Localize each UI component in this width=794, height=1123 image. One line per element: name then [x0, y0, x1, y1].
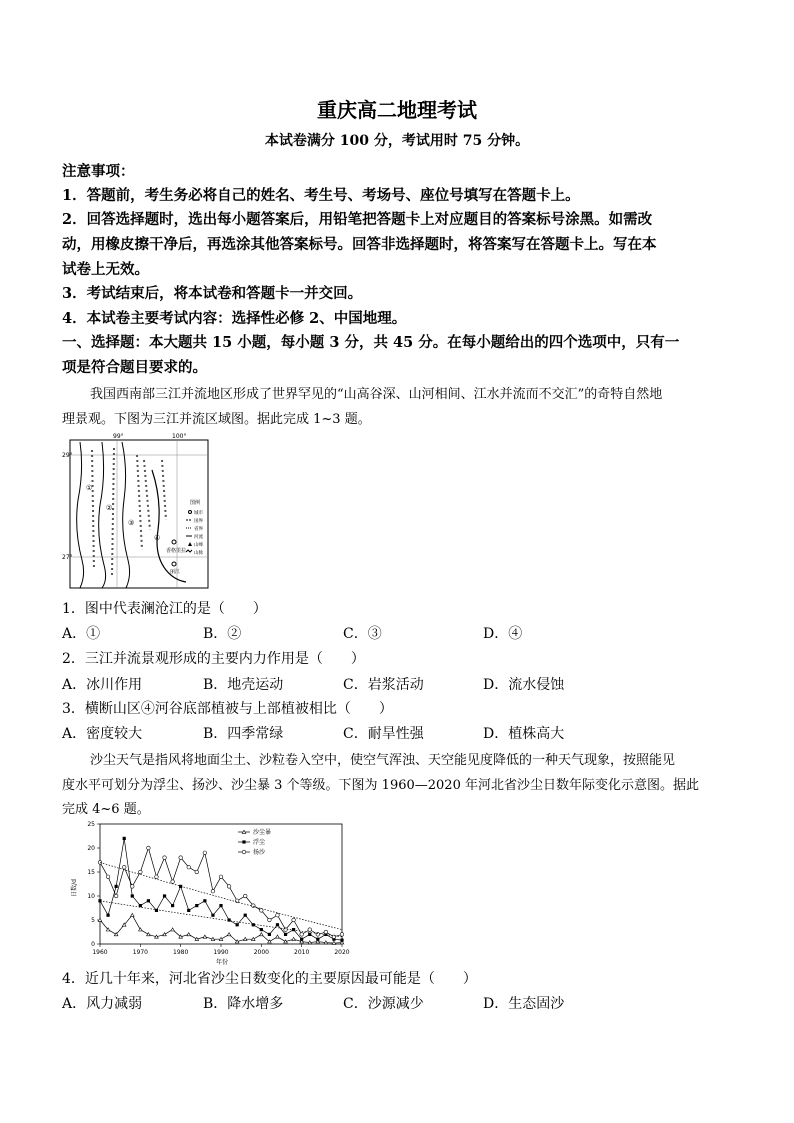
legend-marker: [242, 840, 245, 843]
legend-label: 扬沙: [253, 849, 266, 856]
data-point: [203, 899, 206, 902]
y-tick-label: 5: [91, 917, 95, 924]
data-point: [227, 933, 231, 936]
data-point: [130, 913, 134, 916]
data-point: [276, 913, 280, 917]
data-point: [155, 909, 158, 912]
legend-title: 图例: [190, 500, 201, 506]
city-label-lijiang: 丽江: [170, 569, 181, 575]
city-label-shangri-la: 香格里拉: [166, 548, 187, 554]
note-item-4: 4．本试卷主要考试内容：选择性必修 2、中国地理。: [62, 310, 407, 327]
note-item-2-line-2: 动，用橡皮擦干净后，再选涂其他答案标号。回答非选择题时，将答案写在答题卡上。写在本: [62, 236, 657, 253]
legend-item: 山脉: [194, 551, 203, 556]
series-line: [100, 838, 342, 940]
data-point: [292, 918, 296, 922]
map-label-3: ③: [128, 519, 135, 527]
x-tick-label: 1970: [132, 949, 148, 956]
q2-option-b: B．地壳运动: [203, 677, 284, 693]
data-point: [292, 928, 295, 931]
data-point: [171, 880, 175, 884]
data-point: [235, 899, 239, 903]
data-point: [187, 909, 190, 912]
data-point: [203, 935, 207, 938]
passage-2-line-1: 沙尘天气是指风将地面尘土、沙粒卷入空中，使空气浑浊、天空能见度降低的一种天气现象，按照能见: [90, 753, 676, 768]
y-tick-label: 10: [87, 893, 95, 900]
series-2: [98, 846, 344, 938]
y-tick-label: 0: [91, 941, 95, 948]
data-point: [284, 928, 288, 932]
data-point: [115, 885, 118, 888]
lon-label-99: 99°: [113, 433, 124, 440]
q2-option-d: D．流水侵蚀: [483, 677, 565, 693]
q3-option-a: A．密度较大: [62, 726, 143, 742]
q2-stem: 2．三江并流景观形成的主要内力作用是（ ）: [62, 651, 365, 667]
data-point: [139, 928, 143, 931]
data-point: [268, 918, 272, 922]
data-point: [155, 875, 159, 879]
data-point: [122, 865, 126, 869]
chart-series-group: [98, 837, 344, 945]
q4-stem: 4．近几十年来，河北省沙尘日数变化的主要原因最可能是（ ）: [62, 971, 477, 987]
data-point: [106, 875, 110, 879]
data-point: [219, 875, 223, 879]
passage-1-line-1: 我国西南部三江并流地区形成了世界罕见的“山高谷深、山河相间、江水并流而不交汇”的奇特自然地: [90, 387, 663, 402]
data-point: [251, 904, 255, 908]
lat-label-29: 29°: [62, 452, 73, 459]
data-point: [260, 928, 263, 931]
data-point: [163, 894, 166, 897]
legend-marker: [242, 850, 246, 854]
x-tick-label: 2010: [294, 949, 310, 956]
data-point: [179, 856, 183, 860]
data-point: [276, 935, 280, 938]
data-point: [147, 846, 151, 850]
data-point: [131, 894, 134, 897]
notes-heading: 注意事项：: [62, 163, 135, 180]
x-tick-label: 2020: [334, 949, 350, 956]
section-1-line-1: 一、选择题：本大题共 15 小题，每小题 3 分，共 45 分。在每小题给出的四个选项中，只有一: [62, 334, 680, 351]
q2-option-a: A．冰川作用: [62, 677, 143, 693]
y-tick-label: 25: [87, 821, 95, 828]
legend-label: 沙尘暴: [253, 829, 272, 836]
data-point: [340, 939, 343, 942]
passage-1-line-2: 理景观。下图为三江并流区域图。据此完成 1~3 题。: [62, 412, 371, 427]
lat-label-27: 27°: [62, 554, 73, 561]
y-axis-label: 日数/d: [71, 879, 78, 897]
passage-2-line-2: 度水平可划分为浮尘、扬沙、沙尘暴 3 个等级。下图为 1960—2020 年河北省沙尘日数年际变化示意图。据此: [62, 778, 699, 793]
x-tick-label: 1980: [173, 949, 189, 956]
series-0: [98, 913, 344, 944]
data-point: [147, 899, 150, 902]
q3-option-b: B．四季常绿: [203, 726, 284, 742]
legend-item: 河流: [194, 535, 203, 540]
legend-item: 国界: [194, 519, 203, 524]
data-point: [300, 933, 304, 937]
data-point: [260, 933, 264, 936]
map-label-2: ②: [106, 504, 113, 512]
data-point: [187, 933, 191, 936]
data-point: [147, 933, 151, 936]
passage-2-line-3: 完成 4~6 题。: [62, 802, 150, 817]
data-point: [219, 904, 222, 907]
lon-label-100: 100°: [172, 433, 187, 440]
x-axis-label: 年份: [215, 959, 229, 966]
series-1: [98, 837, 343, 942]
three-rivers-map: [62, 430, 214, 592]
q4-option-b: B．降水增多: [203, 996, 284, 1012]
section-1-line-2: 项是符合题目要求的。: [62, 359, 207, 376]
data-point: [300, 938, 303, 941]
q3-option-d: D．植株高大: [483, 726, 565, 742]
data-point: [324, 930, 328, 934]
data-point: [308, 928, 312, 932]
legend-label: 浮尘: [253, 839, 266, 846]
plot-frame: [100, 824, 342, 944]
note-item-1: 1．答题前，考生务必将自己的姓名、考生号、考场号、座位号填写在答题卡上。: [62, 187, 580, 204]
data-point: [163, 933, 167, 936]
map-label-1: ①: [86, 484, 93, 492]
data-point: [130, 885, 134, 889]
data-point: [171, 904, 174, 907]
x-tick-label: 2000: [253, 949, 269, 956]
page-title: 重庆高二地理考试: [317, 98, 477, 122]
map-label-4: ④: [154, 534, 161, 542]
legend-item: 山峰: [194, 543, 203, 548]
series-line: [100, 848, 342, 937]
legend-item: 省界: [194, 527, 203, 532]
data-point: [227, 885, 231, 889]
data-point: [236, 923, 239, 926]
data-point: [316, 938, 319, 941]
x-tick-label: 1960: [92, 949, 108, 956]
chart-legend: [238, 828, 271, 856]
data-point: [163, 856, 167, 860]
q1-stem: 1．图中代表澜沧江的是（ ）: [62, 601, 267, 617]
note-item-2-line-3: 试卷上无效。: [62, 261, 149, 278]
data-point: [195, 904, 198, 907]
q3-stem: 3．横断山区④河谷底部植被与上部植被相比（ ）: [62, 701, 393, 717]
data-point: [195, 870, 199, 874]
data-point: [284, 933, 287, 936]
data-point: [211, 889, 215, 893]
data-point: [211, 914, 214, 917]
legend-item: 城市: [194, 511, 203, 516]
data-point: [340, 933, 344, 937]
dust-days-chart: [70, 818, 360, 966]
q4-option-d: D．生态固沙: [483, 996, 565, 1012]
data-point: [187, 865, 191, 869]
data-point: [114, 894, 118, 898]
q1-option-a: A．①: [62, 626, 101, 642]
y-tick-label: 15: [87, 869, 95, 876]
q4-option-a: A．风力减弱: [62, 996, 143, 1012]
data-point: [308, 933, 311, 936]
data-point: [268, 933, 271, 936]
data-point: [139, 870, 143, 874]
note-item-3: 3．考试结束后，将本试卷和答题卡一并交回。: [62, 285, 363, 302]
data-point: [276, 923, 279, 926]
note-item-2-line-1: 2．回答选择题时，选出每小题答案后，用铅笔把答题卡上对应题目的答案标号涂黑。如需改: [62, 211, 653, 228]
y-tick-label: 20: [87, 845, 95, 852]
q2-option-c: C．岩浆活动: [343, 677, 424, 693]
data-point: [292, 937, 296, 940]
data-point: [203, 851, 207, 855]
data-point: [106, 914, 109, 917]
data-point: [244, 914, 247, 917]
q1-option-d: D．④: [483, 626, 523, 642]
page-subtitle: 本试卷满分 100 分，考试用时 75 分钟。: [264, 133, 530, 149]
data-point: [227, 918, 230, 921]
data-point: [171, 928, 175, 931]
q1-option-c: C．③: [343, 626, 382, 642]
data-point: [252, 923, 255, 926]
x-tick-label: 1990: [213, 949, 229, 956]
data-point: [243, 894, 247, 898]
q3-option-c: C．耐旱性强: [343, 726, 424, 742]
q4-option-c: C．沙源减少: [343, 996, 424, 1012]
trend-line: [100, 862, 342, 929]
q1-option-b: B．②: [203, 626, 242, 642]
data-point: [123, 837, 126, 840]
